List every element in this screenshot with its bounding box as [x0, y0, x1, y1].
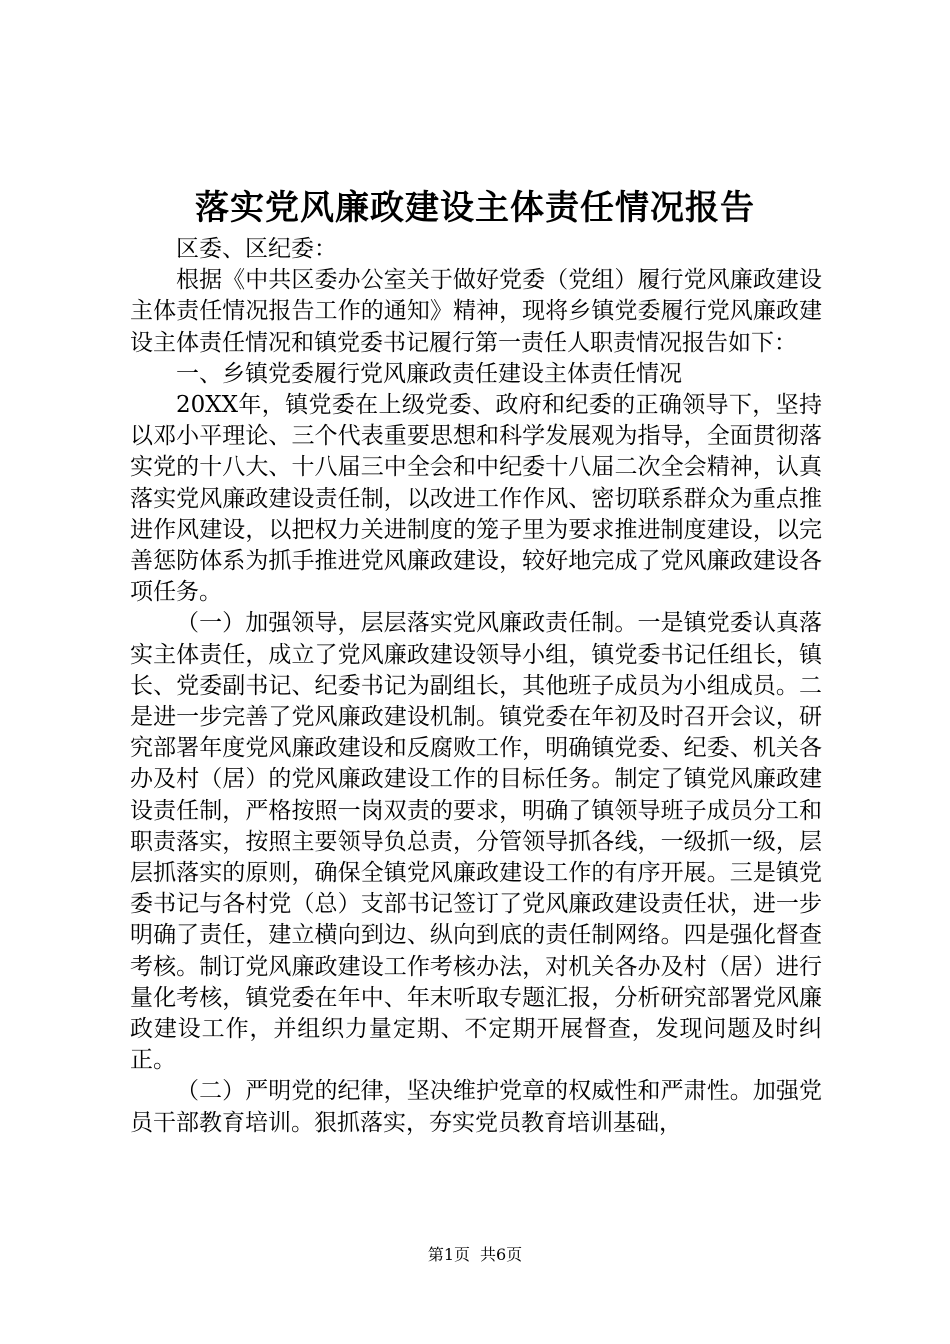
body-paragraph: 20XX年，镇党委在上级党委、政府和纪委的正确领导下，坚持以邓小平理论、三个代表重要思想和科学发展观为指导，全面贯彻落实党的十八大、十八届三中全会和中纪委十八届二次全会精神，认真落实党风廉政建设责任制，以改进工作作风、密切联系群众为重点推进作风建设，以把权力关进制度的笼子里为要求推进制度建设，以完善惩防体系为抓手推进党风廉政建设，较好地完成了党风廉政建设各项任务。 [130, 392, 822, 606]
document-body [130, 234, 822, 1139]
section-heading-1: 一、乡镇党委履行党风廉政责任建设主体责任情况 [176, 360, 682, 387]
body-paragraph: （二）严明党的纪律，坚决维护党章的权威性和严肃性。加强党员干部教育培训。狠抓落实，夯实党员教育培训基础， [130, 1078, 822, 1136]
document-title: 落实党风廉政建设主体责任情况报告 [195, 188, 755, 228]
page-footer [0, 1245, 950, 1265]
page-number: 第1页 [427, 1245, 470, 1264]
body-paragraph: （一）加强领导，层层落实党风廉政责任制。一是镇党委认真落实主体责任，成立了党风廉政建设领导小组，镇党委书记任组长，镇长、党委副书记、纪委书记为副组长，其他班子成员为小组成员。二是进一步完善了党风廉政建设机制。镇党委在年初及时召开会议，研究部署年度党风廉政建设和反腐败工作，明确镇党委、纪委、机关各办及村（居）的党风廉政建设工作的目标任务。制定了镇党风廉政建设责任制，严格按照一岗双责的要求，明确了镇领导班子成员分工和职责落实，按照主要领导负总责，分管领导抓各线，一级抓一级，层层抓落实的原则，确保全镇党风廉政建设工作的有序开展。三是镇党委书记与各村党（总）支部书记签订了党风廉政建设责任状，进一步明确了责任，建立横向到边、纵向到底的责任制网络。四是强化督查考核。制订党风廉政建设工作考核办法，对机关各办及村（居）进行量化考核，镇党委在年中、年末听取专题汇报，分析研究部署党风廉政建设工作，并组织力量定期、不定期开展督查，发现问题及时纠正。 [130, 610, 822, 1074]
intro-paragraph: 根据《中共区委办公室关于做好党委（党组）履行党风廉政建设主体责任情况报告工作的通知》精神，现将乡镇党委履行党风廉政建设主体责任情况和镇党委书记履行第一责任人职责情况报告如下： [130, 267, 822, 356]
page-total: 共6页 [480, 1245, 523, 1264]
salutation: 区委、区纪委： [176, 236, 337, 262]
